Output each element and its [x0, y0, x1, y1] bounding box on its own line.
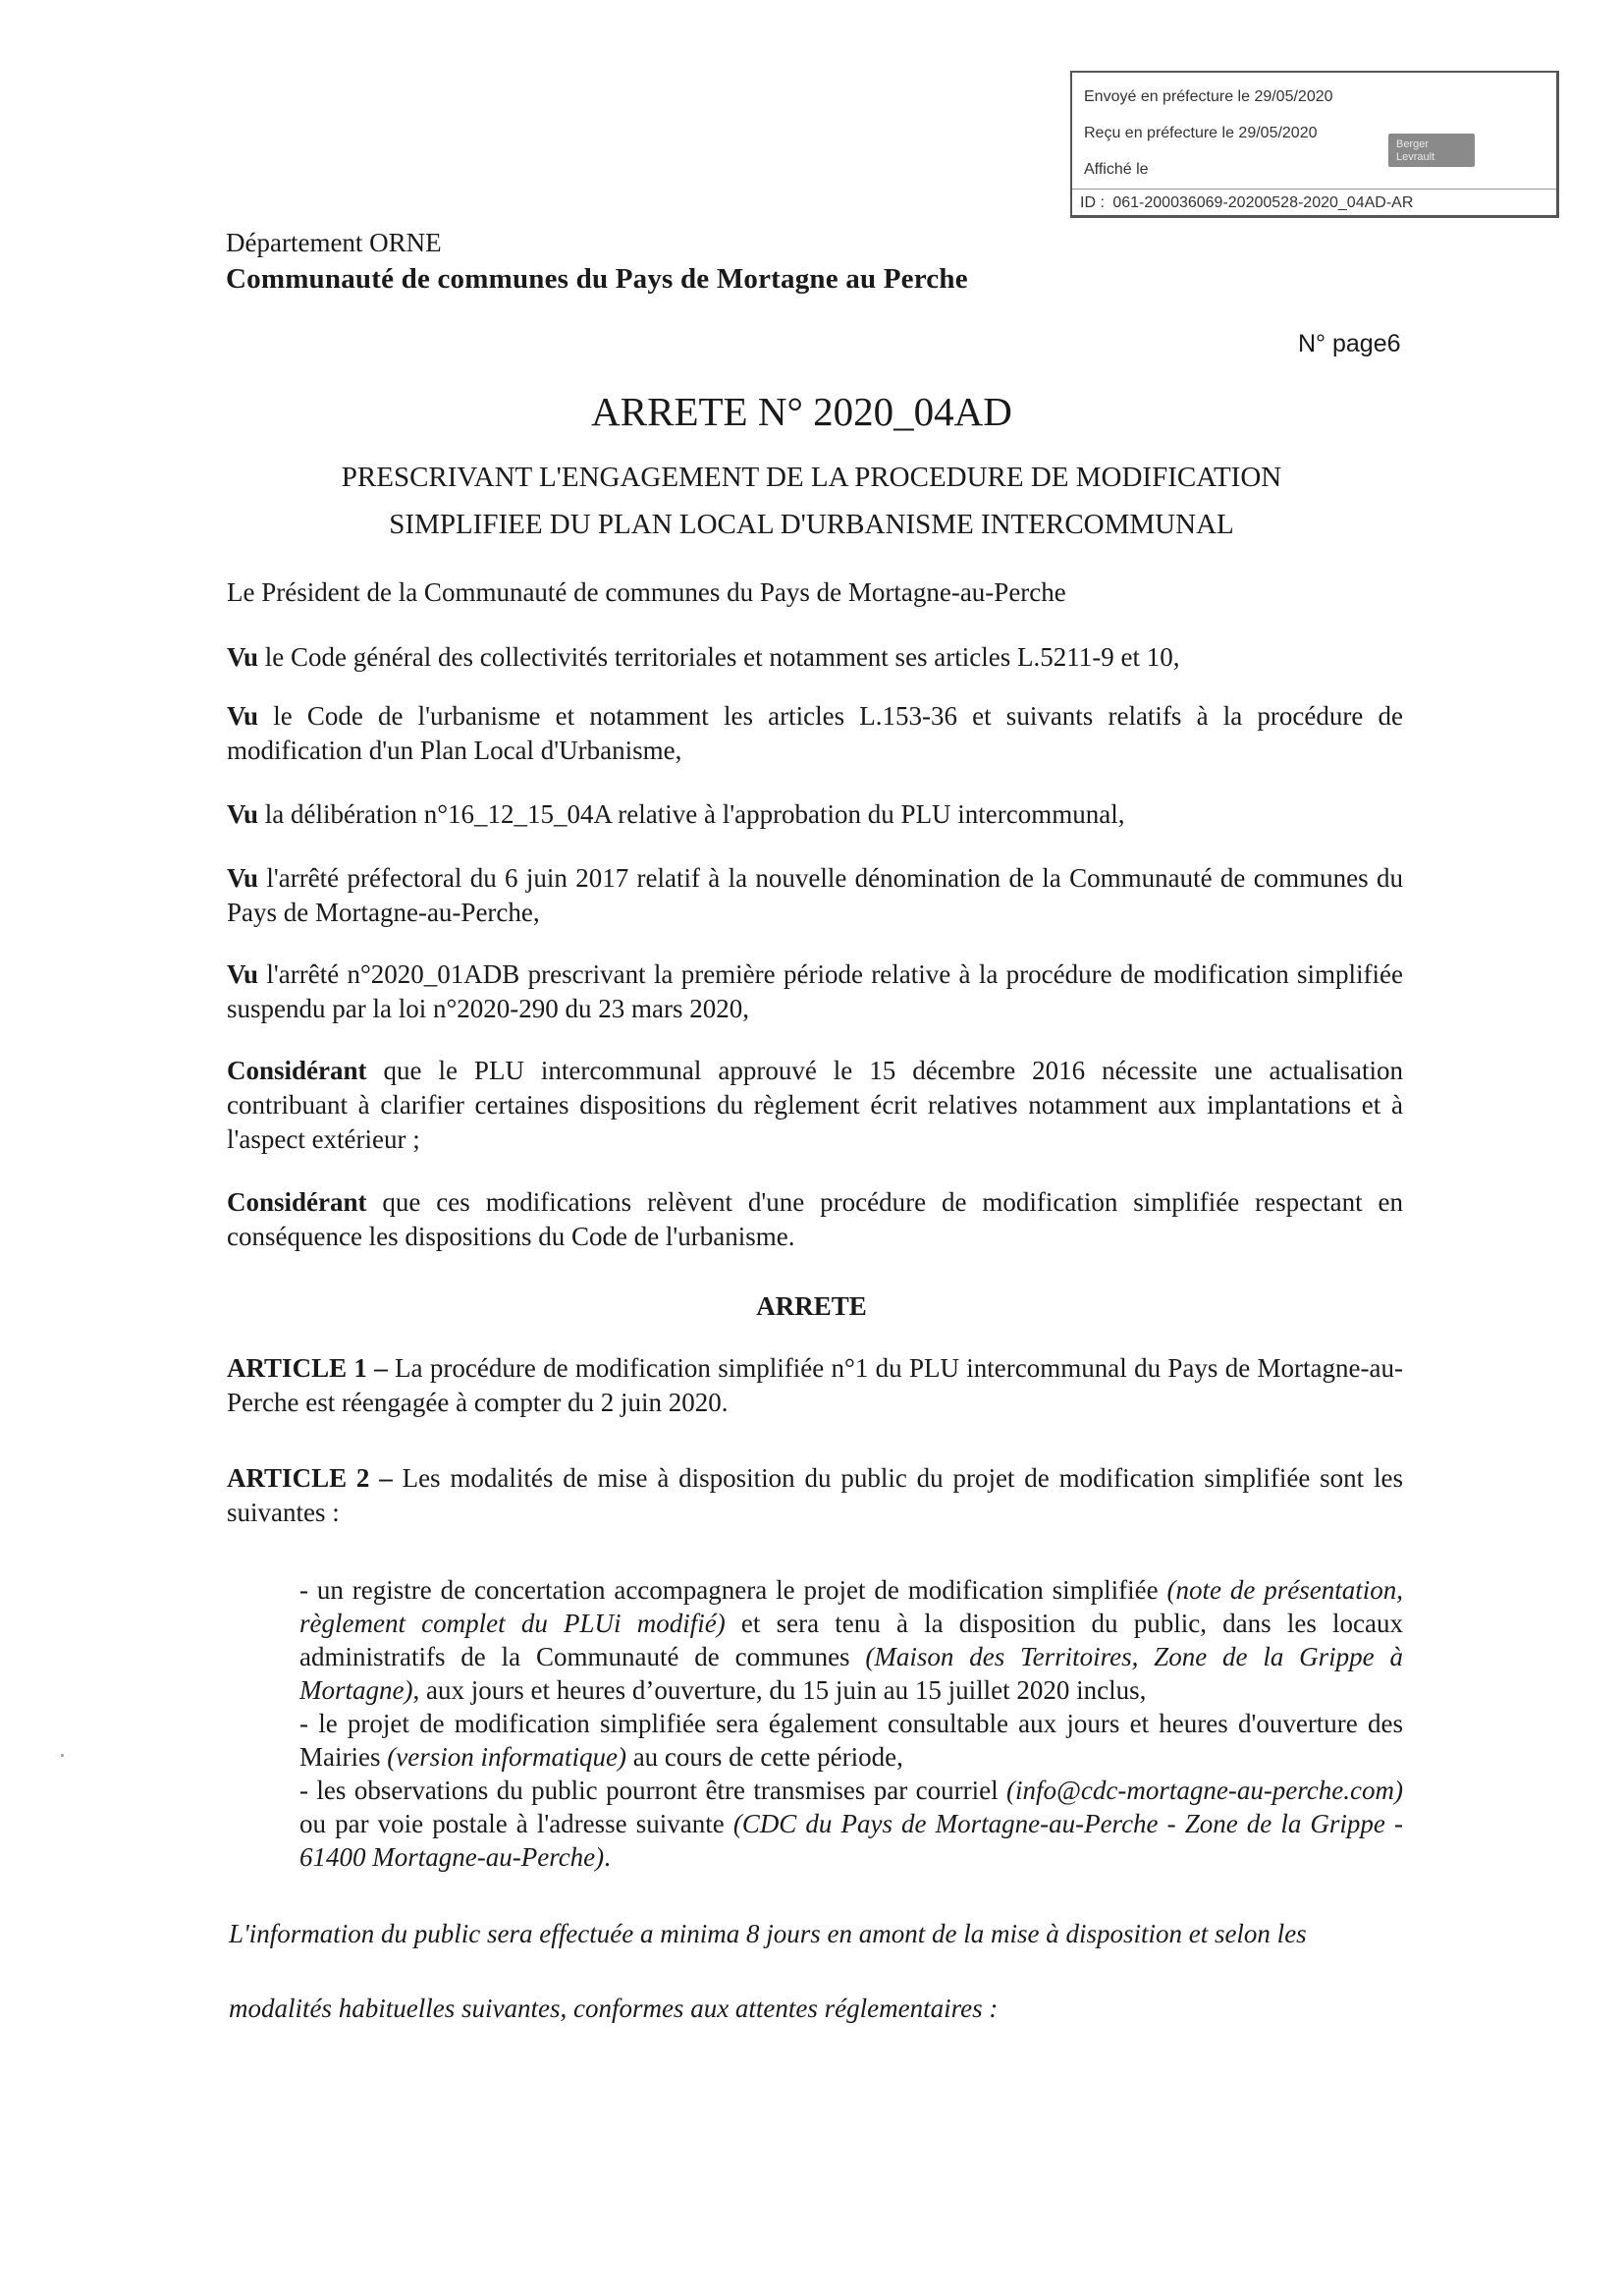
intro: Le Président de la Communauté de communes du Pays de Mortagne-au-Perche	[227, 577, 1066, 607]
logo-text-2: Levrault	[1396, 151, 1435, 163]
visa-lead: Vu	[227, 799, 259, 829]
prefecture-stamp	[1070, 71, 1559, 218]
visa-lead: Vu	[227, 701, 259, 731]
berger-levrault-logo-icon	[1388, 134, 1475, 167]
bullet-italic: (note de présentation, règlement complet du PLUi modifié)	[299, 1575, 1403, 1638]
stamp-id-label: ID :	[1080, 194, 1105, 211]
article-lead: ARTICLE 1 –	[227, 1353, 388, 1383]
subtitle-line-2: SIMPLIFIEE DU PLAN LOCAL D'URBANISME INTERCOMMUNAL	[389, 509, 1234, 540]
arrete-heading: ARRETE	[756, 1291, 867, 1321]
visa-text: la délibération n°16_12_15_04A relative à l'approbation du PLU intercommunal,	[258, 799, 1125, 829]
stamp-divider	[1072, 189, 1556, 190]
stamp-id	[1080, 194, 1413, 212]
bullet-text: - le projet de modification simplifiée sera également consultable aux jours et heures d'ouverture des Mairies	[299, 1709, 1403, 1772]
visa-lead: Vu	[227, 642, 259, 672]
considerant-2	[227, 1185, 1403, 1254]
logo-text-1: Berger	[1396, 138, 1430, 150]
considerant-lead: Considérant	[227, 1187, 367, 1217]
visa-text: le Code de l'urbanisme et notamment les articles L.153-36 et suivants relatifs à la procédure de modification d'un Plan Local d'Urbanisme,	[227, 701, 1403, 765]
bullet-italic: (info@cdc-mortagne-au-perche.com)	[1006, 1776, 1403, 1805]
considerant-lead: Considérant	[227, 1056, 367, 1085]
title-text: ARRETE N° 2020_04AD	[591, 389, 1012, 434]
article-2	[227, 1461, 1403, 1530]
visa-5	[227, 957, 1403, 1026]
visa-4	[227, 861, 1403, 930]
bullet-text: au cours de cette période,	[625, 1742, 903, 1772]
note-line-1: L'information du public sera effectuée a minima 8 jours en amont de la mise à disposition et selon les	[229, 1919, 1307, 1948]
stamp-received: Reçu en préfecture le 29/05/2020	[1084, 125, 1318, 141]
bullet-text: , aux jours et heures d’ouverture, du 15 juin au 15 juillet 2020 inclus,	[412, 1675, 1147, 1705]
visa-lead: Vu	[227, 959, 259, 989]
visa-text: le Code général des collectivités territoriales et notamment ses articles L.5211-9 et 10,	[258, 642, 1180, 672]
bullet-text: et sera tenu à la disposition du public, dans les locaux administratifs de la Communauté de communes	[299, 1609, 1404, 1671]
stamp-posted: Affiché le	[1084, 161, 1149, 178]
note-line-2: modalités habituelles suivantes, conformes aux attentes réglementaires :	[229, 1994, 999, 2023]
stamp-sent: Envoyé en préfecture le 29/05/2020	[1084, 88, 1333, 105]
stamp-id-value: 061-200036069-20200528-2020_04AD-AR	[1112, 194, 1414, 211]
visa-1	[227, 640, 1403, 675]
article-text: La procédure de modification simplifiée n°1 du PLU intercommunal du Pays de Mortagne-au-Perche est réengagée à compter du 2 juin 2020.	[227, 1353, 1403, 1417]
article-text: Les modalités de mise à disposition du public du projet de modification simplifiée sont les suivantes :	[227, 1463, 1403, 1527]
article-1	[227, 1351, 1403, 1420]
bullet-text: ou par voie postale à l'adresse suivante	[299, 1809, 733, 1838]
visa-2	[227, 699, 1403, 768]
visa-lead: Vu	[227, 863, 259, 893]
bullet-text: - les observations du public pourront être transmises par courriel	[299, 1776, 1007, 1805]
considerant-text: que le PLU intercommunal approuvé le 15 décembre 2016 nécessite une actualisation contribuant à clarifier certaines dispositions du règlement écrit relatives notamment aux implantations et à l'aspect extérieur ;	[227, 1056, 1403, 1154]
visa-text: l'arrêté n°2020_01ADB prescrivant la première période relative à la procédure de modification simplifiée suspendu par la loi n°2020-290 du 23 mars 2020,	[227, 959, 1403, 1023]
bullet-text: .	[604, 1842, 611, 1872]
document-title	[0, 388, 1623, 435]
subtitle-line-1: PRESCRIVANT L'ENGAGEMENT DE LA PROCEDURE DE MODIFICATION	[341, 462, 1282, 493]
bullet-observations	[299, 1774, 1403, 1874]
bullet-registre	[299, 1573, 1403, 1707]
article-lead: ARTICLE 2 –	[227, 1463, 393, 1493]
scan-speck	[61, 1754, 64, 1757]
bullet-italic: (Maison des Territoires, Zone de la Grippe à Mortagne)	[299, 1642, 1403, 1705]
considerant-text: que ces modifications relèvent d'une procédure de modification simplifiée respectant en conséquence les dispositions du Code de l'urbanisme.	[227, 1187, 1403, 1251]
community-name: Communauté de communes du Pays de Mortagne au Perche	[226, 263, 968, 295]
visa-3	[227, 797, 1403, 832]
considerant-1	[227, 1054, 1403, 1157]
bullet-text: - un registre de concertation accompagnera le projet de modification simplifiée	[299, 1575, 1167, 1605]
page-number: N° page6	[1298, 330, 1401, 357]
bullet-italic: (version informatique)	[387, 1742, 626, 1772]
bullet-consultable	[299, 1707, 1403, 1774]
bullet-italic: (CDC du Pays de Mortagne-au-Perche - Zone de la Grippe - 61400 Mortagne-au-Perche)	[299, 1809, 1403, 1872]
department: Département ORNE	[226, 228, 442, 257]
visa-text: l'arrêté préfectoral du 6 juin 2017 relatif à la nouvelle dénomination de la Communauté de communes du Pays de Mortagne-au-Perche,	[227, 863, 1403, 927]
